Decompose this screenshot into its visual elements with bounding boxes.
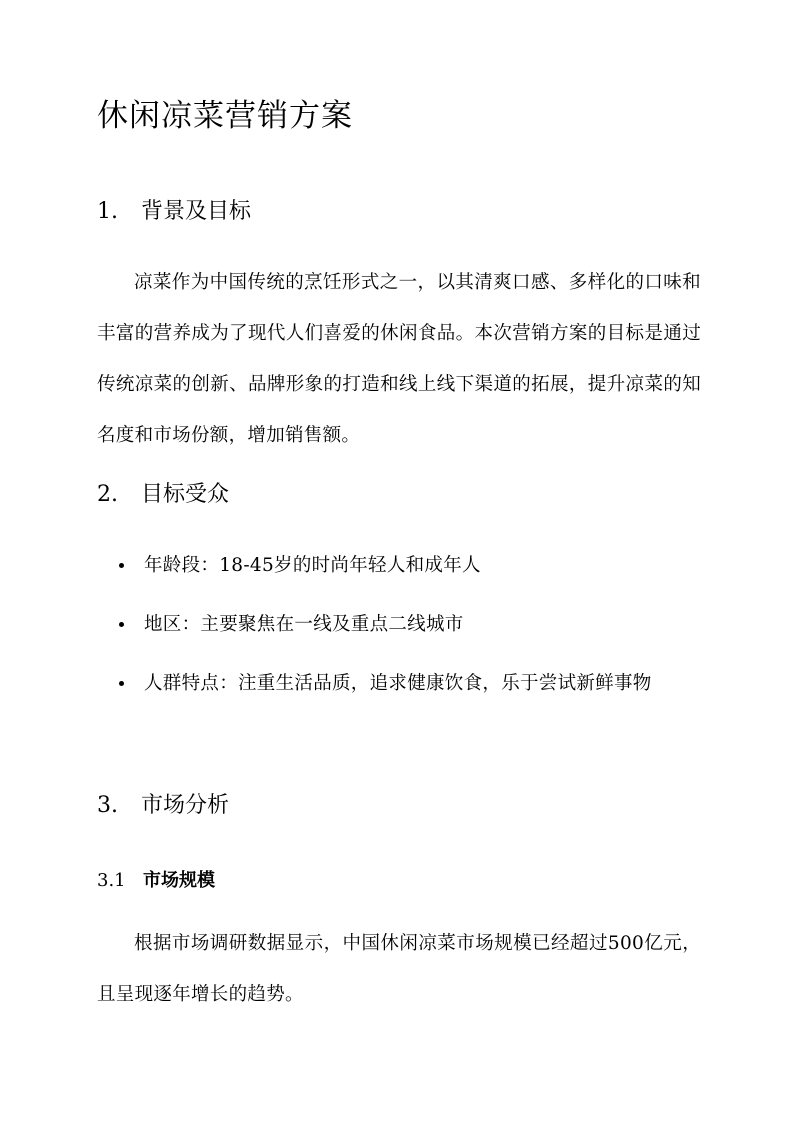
subsection-heading-market-size xyxy=(97,868,215,894)
list-item-text: 人群特点：注重生活品质，追求健康饮食，乐于尝试新鲜事物 xyxy=(144,673,652,694)
section-heading-background xyxy=(97,197,251,227)
section-heading-audience xyxy=(97,480,229,510)
list-item-text: 地区：主要聚焦在一线及重点二线城市 xyxy=(144,614,464,635)
section-number: 3. xyxy=(97,793,118,818)
section-heading-market xyxy=(97,791,229,821)
bullet-icon xyxy=(119,681,124,686)
list-item xyxy=(97,540,701,592)
section-number: 1. xyxy=(97,199,118,224)
section-title: 市场分析 xyxy=(141,793,230,818)
section-title: 背景及目标 xyxy=(141,199,252,224)
paragraph-market-size: 根据市场调研数据显示，中国休闲凉菜市场规模已经超过500亿元，且呈现逐年增长的趋势。 xyxy=(97,933,701,1005)
document-title: 休闲凉菜营销方案 xyxy=(97,98,353,134)
bullet-icon xyxy=(119,563,124,568)
subsection-title: 市场规模 xyxy=(143,870,215,891)
section-number: 2. xyxy=(97,482,118,507)
audience-bullet-list xyxy=(97,540,701,717)
paragraph-background: 凉菜作为中国传统的烹饪形式之一，以其清爽口感、多样化的口味和丰富的营养成为了现代人们喜爱的休闲食品。本次营销方案的目标是通过传统凉菜的创新、品牌形象的打造和线上线下渠道的拓展，提升凉菜的知名度和市场份额，增加销售额。 xyxy=(97,272,701,446)
bullet-icon xyxy=(119,622,124,627)
section-title: 目标受众 xyxy=(141,482,230,507)
list-item xyxy=(97,599,701,651)
subsection-number: 3.1 xyxy=(97,870,126,891)
list-item xyxy=(97,658,701,710)
list-item-text: 年龄段：18-45岁的时尚年轻人和成年人 xyxy=(144,555,481,576)
